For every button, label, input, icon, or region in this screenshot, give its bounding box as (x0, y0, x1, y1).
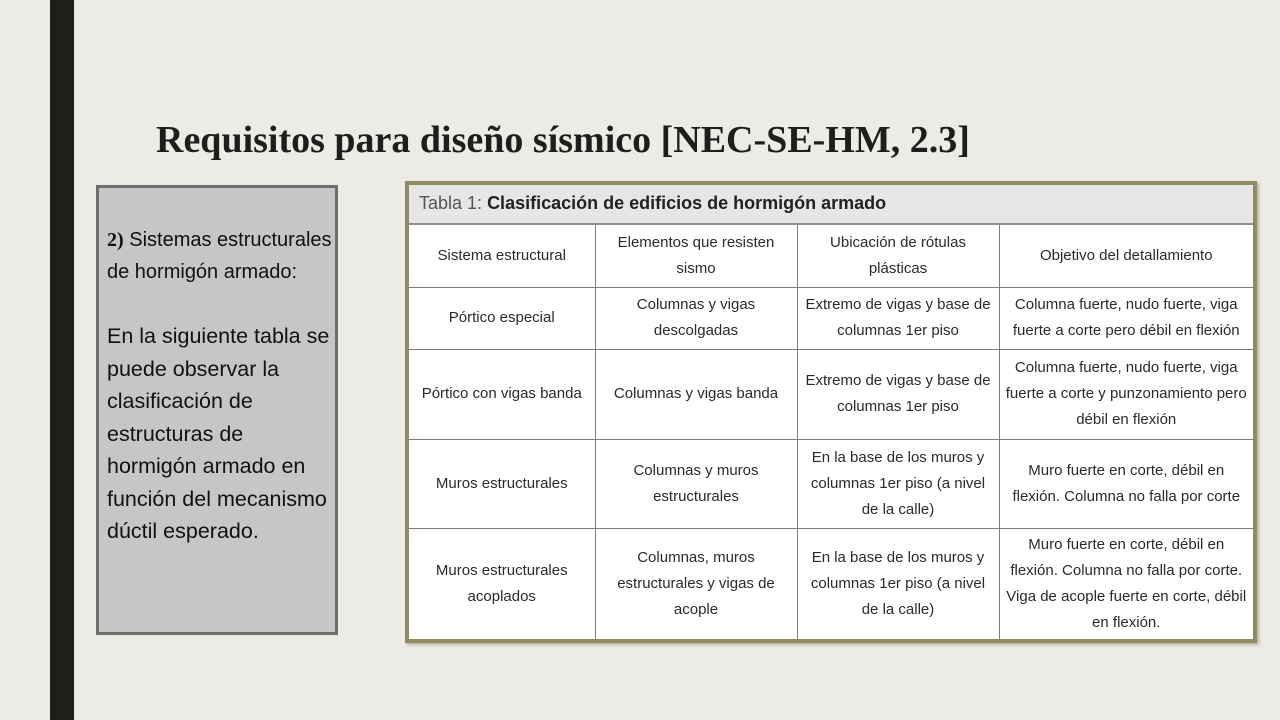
table-cell: Columnas y vigas banda (595, 349, 797, 439)
table-row (409, 439, 1253, 528)
table-cell: Extremo de vigas y base de columnas 1er piso (797, 349, 999, 439)
table-cell: Columnas y muros estructurales (595, 439, 797, 528)
header-cell: Objetivo del detallamiento (999, 225, 1253, 287)
table-header-row (409, 225, 1253, 287)
header-cell: Ubicación de rótulas plásticas (797, 225, 999, 287)
table-cell: Muro fuerte en corte, débil en flexión. Columna no falla por corte. Viga de acople fuerte en corte, débil en flexión. (999, 528, 1253, 639)
table-cell: En la base de los muros y columnas 1er piso (a nivel de la calle) (797, 439, 999, 528)
table-cell: Muros estructurales acoplados (409, 528, 595, 639)
table-cell: Extremo de vigas y base de columnas 1er piso (797, 287, 999, 349)
info-box (96, 185, 338, 635)
table-cell: En la base de los muros y columnas 1er piso (a nivel de la calle) (797, 528, 999, 639)
slide-title: Requisitos para diseño sísmico [NEC-SE-HM, 2.3] (156, 119, 970, 161)
header-cell: Elementos que resisten sismo (595, 225, 797, 287)
left-accent-bar (50, 0, 74, 720)
table-cell: Columnas, muros estructurales y vigas de acople (595, 528, 797, 639)
classification-table (409, 225, 1253, 639)
table-cell: Muros estructurales (409, 439, 595, 528)
info-heading (107, 224, 335, 288)
classification-table-panel (405, 181, 1257, 643)
table-row (409, 528, 1253, 639)
table-cell: Columna fuerte, nudo fuerte, viga fuerte a corte pero débil en flexión (999, 287, 1253, 349)
info-number: 2) (107, 229, 124, 251)
table-cell: Pórtico con vigas banda (409, 349, 595, 439)
info-heading-text: Sistemas estructurales de hormigón armado: (107, 229, 332, 283)
table-caption (409, 185, 1253, 225)
table-caption-title: Clasificación de edificios de hormigón armado (487, 193, 887, 213)
table-row (409, 287, 1253, 349)
table-cell: Pórtico especial (409, 287, 595, 349)
table-caption-prefix: Tabla 1: (419, 193, 483, 213)
info-body: En la siguiente tabla se puede observar la clasificación de estructuras de hormigón armado en función del mecanismo dúctil esperado. (107, 324, 330, 543)
table-cell: Columnas y vigas descolgadas (595, 287, 797, 349)
table-cell: Columna fuerte, nudo fuerte, viga fuerte a corte y punzonamiento pero débil en flexión (999, 349, 1253, 439)
table-cell: Muro fuerte en corte, débil en flexión. Columna no falla por corte (999, 439, 1253, 528)
table-row (409, 349, 1253, 439)
header-cell: Sistema estructural (409, 225, 595, 287)
